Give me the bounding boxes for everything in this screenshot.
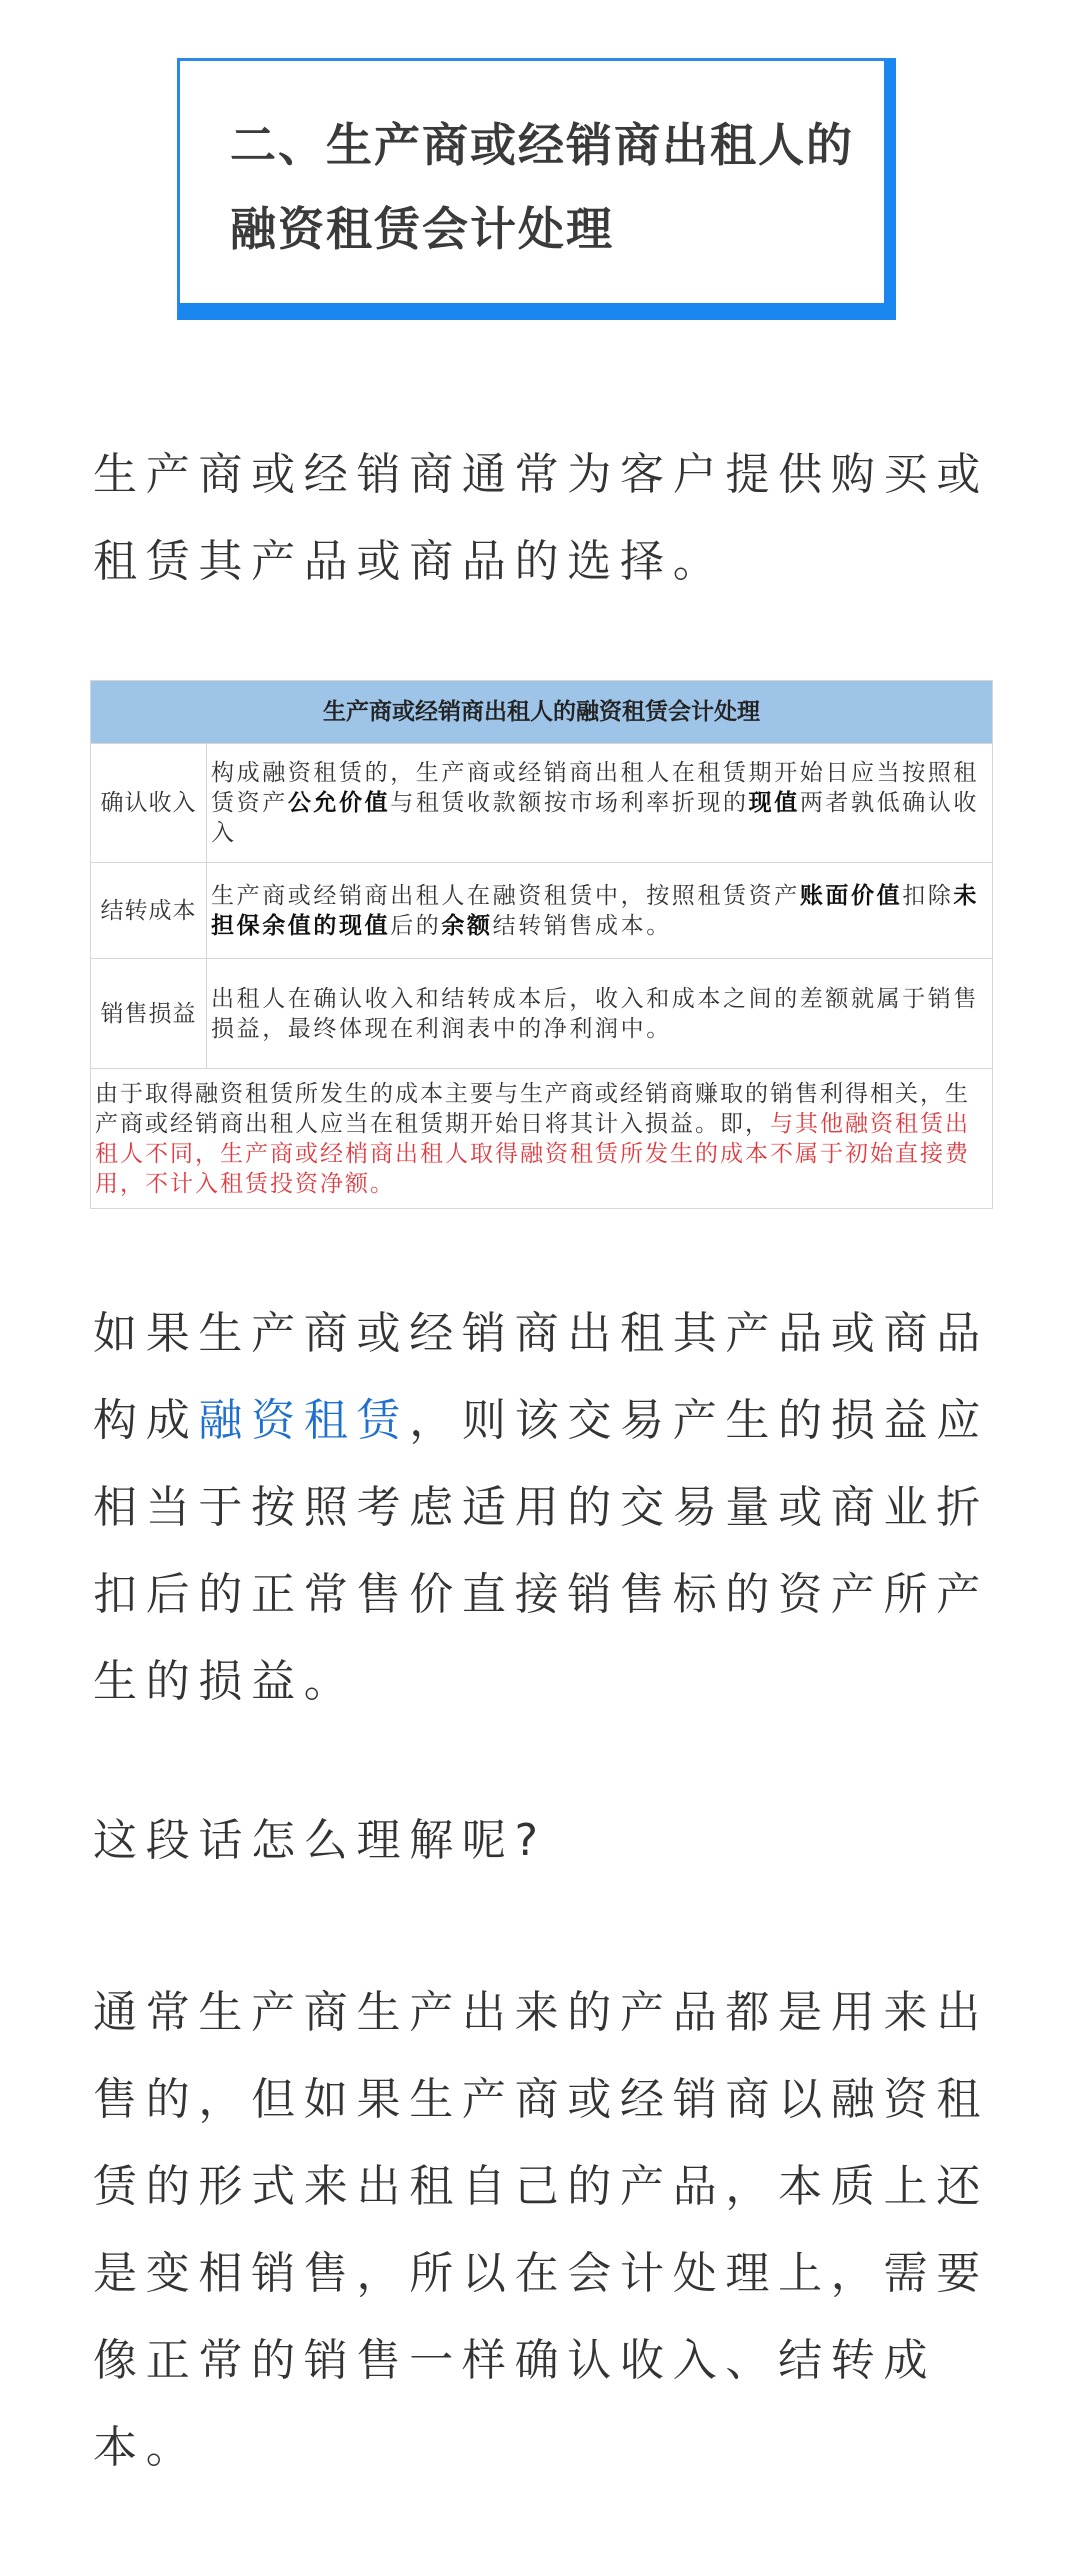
accounting-table (90, 680, 993, 1209)
finance-lease-link[interactable]: 融资租赁 (198, 1395, 410, 1446)
row-content: 出租人在确认收入和结转成本后，收入和成本之间的差额就属于销售损益，最终体现在利润表中的净利润中。 (207, 959, 993, 1069)
section-title-box (177, 58, 896, 320)
table-row (91, 744, 993, 863)
intro-paragraph: 生产商或经销商通常为客户提供购买或租赁其产品或商品的选择。 (93, 449, 989, 587)
table-row (91, 959, 993, 1069)
table-footer-note: 由于取得融资租赁所发生的成本主要与生产商或经销商赚取的销售利得相关，生产商或经销商出租人应当在租赁期开始日将其计入损益。即，与其他融资租赁出租人不同，生产商或经梢商出租人取得融资租赁所发生的成本不属于初始直接费用，不计入租赁投资净额。 (91, 1069, 993, 1209)
paragraph-4: 通常生产商生产出来的产品都是用来出售的，但如果生产商或经销商以融资租赁的形式来出租自己的产品，本质上还是变相销售，所以在会计处理上，需要像正常的销售一样确认收入、结转成本。 (93, 1987, 989, 2473)
section-title: 二、生产商或经销商出租人的融资租赁会计处理 (230, 118, 854, 256)
row-label: 确认收入 (91, 744, 207, 863)
row-label: 结转成本 (91, 863, 207, 959)
row-content: 生产商或经销商出租人在融资租赁中，按照租赁资产账面价值扣除未担保余值的现值后的余额结转销售成本。 (207, 863, 993, 959)
row-content: 构成融资租赁的，生产商或经销商出租人在租赁期开始日应当按照租赁资产公允价值与租赁收款额按市场利率折现的现值两者孰低确认收入 (207, 744, 993, 863)
paragraph-3: 这段话怎么理解呢? (93, 1815, 547, 1866)
table-header: 生产商或经销商出租人的融资租赁会计处理 (91, 681, 993, 744)
highlight-text: 与其他融资租赁出租人不同，生产商或经梢商出租人取得融资租赁所发生的成本不属于初始直接费用，不计入租赁投资净额。 (95, 1110, 970, 1197)
row-label: 销售损益 (91, 959, 207, 1069)
paragraph-2: 如果生产商或经销商出租其产品或商品构成融资租赁，则该交易产生的损益应相当于按照考虑适用的交易量或商业折扣后的正常售价直接销售标的资产所产生的损益。 (93, 1308, 989, 1707)
table-footer-row (91, 1069, 993, 1209)
table-row (91, 863, 993, 959)
